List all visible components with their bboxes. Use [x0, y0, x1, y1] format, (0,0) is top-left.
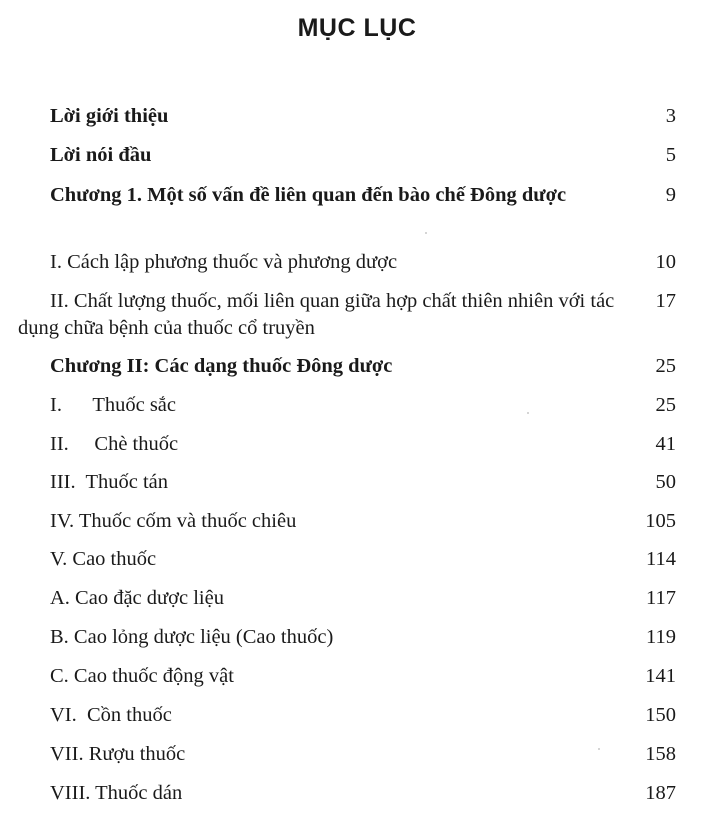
toc-entry-page: 117: [646, 587, 676, 609]
toc-entry-page: 25: [655, 394, 676, 416]
toc-entry-title: Chương 1. Một số vấn đề liên quan đến bào chế Đông dược: [50, 184, 567, 206]
scan-speck: [527, 412, 529, 414]
toc-entry-title: II. Chè thuốc: [50, 433, 179, 455]
toc-entry-page: 41: [655, 433, 676, 455]
toc-entry-title: C. Cao thuốc động vật: [50, 665, 234, 687]
toc-entry-page: 150: [645, 704, 676, 726]
toc-entry-page: 119: [646, 626, 676, 648]
scan-speck: [425, 232, 427, 234]
toc-entry-title: V. Cao thuốc: [50, 548, 157, 570]
toc-entry-title: I. Cách lập phương thuốc và phương dược: [50, 251, 398, 273]
toc-entry-page: 17: [655, 290, 676, 312]
toc-entry-title: III. Thuốc tán: [50, 471, 169, 493]
toc-entry-page: 10: [655, 251, 676, 273]
toc-entry-title: VII. Rượu thuốc: [50, 743, 186, 765]
toc-entry-page: 5: [665, 144, 676, 166]
toc-entry-page: 25: [655, 355, 676, 377]
toc-entry-page: 3: [665, 105, 676, 127]
toc-entry-title: B. Cao lỏng dược liệu (Cao thuốc): [50, 626, 334, 648]
toc-entry-title: I. Thuốc sắc: [50, 394, 177, 416]
toc-entry-page: 187: [645, 782, 676, 804]
scan-speck: [598, 748, 600, 750]
toc-entry-title: A. Cao đặc dược liệu: [50, 587, 224, 609]
toc-entry-title: VI. Cồn thuốc: [50, 704, 172, 726]
page-title: MỤC LỤC: [297, 14, 417, 42]
toc-entry-page: 158: [645, 743, 676, 765]
toc-entry-page: 141: [645, 665, 676, 687]
toc-entry-title: Lời giới thiệu: [50, 105, 169, 127]
toc-entry-page: 114: [646, 548, 676, 570]
toc-entry-page: 9: [665, 184, 676, 206]
toc-entry-title: II. Chất lượng thuốc, mối liên quan giữa hợp chất thiên nhiên với tác dụng chữa bệnh của thuốc cổ truyền: [18, 290, 615, 339]
toc-entry-title: Lời nói đầu: [50, 144, 152, 166]
toc-entry-title: IV. Thuốc cốm và thuốc chiêu: [50, 510, 297, 532]
toc-entry-title: VIII. Thuốc dán: [50, 782, 183, 804]
toc-entry-page: 105: [645, 510, 676, 532]
toc-entry-page: 50: [655, 471, 676, 493]
toc-entry-title: Chương II: Các dạng thuốc Đông dược: [50, 355, 393, 377]
